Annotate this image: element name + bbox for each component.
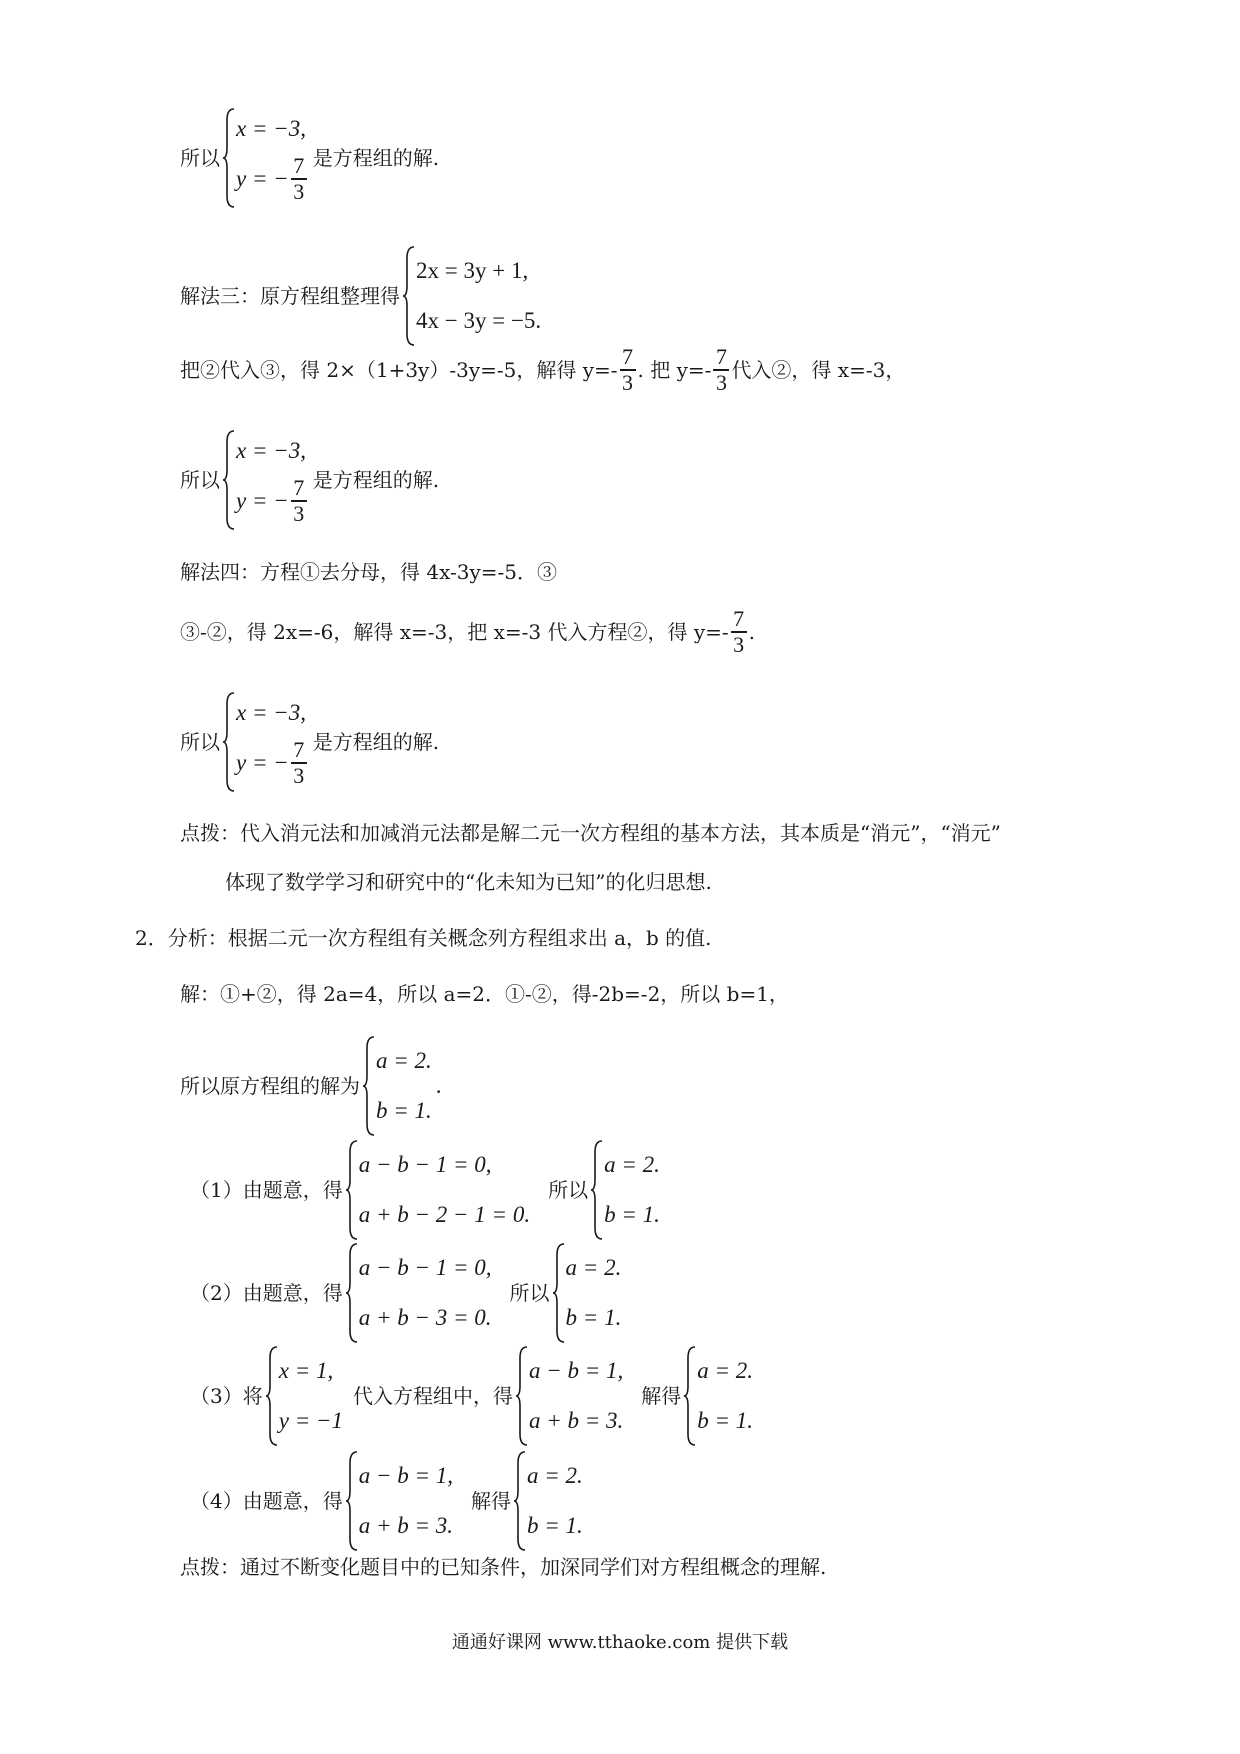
brace-icon xyxy=(345,1243,359,1343)
equation-row: y = − xyxy=(236,750,289,776)
equation-row: x = 1, xyxy=(278,1358,334,1384)
mid-text: 解得 xyxy=(471,1489,512,1513)
equation-system xyxy=(265,1346,343,1446)
equation-row: 2x = 3y + 1, xyxy=(416,258,529,284)
step-text: . xyxy=(748,619,756,644)
equation-row: a − b = 1, xyxy=(358,1463,454,1489)
suffix-text: 是方程组的解. xyxy=(312,730,440,754)
prefix-text: 所以原方程组的解为 xyxy=(180,1074,360,1098)
fraction: $\frac{7}{3}$ xyxy=(620,345,636,395)
equation-row: b = 1. xyxy=(565,1305,622,1331)
equation-system xyxy=(683,1346,753,1446)
equation-row: a + b = 3. xyxy=(528,1408,624,1434)
brace-icon xyxy=(513,1451,527,1551)
original-system-solution xyxy=(180,1036,442,1136)
step-text: 解法四：方程①去分母，得 4x-3y=-5．③ xyxy=(180,560,558,584)
equation-system xyxy=(345,1243,492,1343)
part-4 xyxy=(190,1451,587,1551)
mid-text: 解得 xyxy=(641,1384,682,1408)
prefix-text: 所以 xyxy=(180,468,220,492)
equation-row: b = 1. xyxy=(376,1098,432,1124)
substitution-step xyxy=(180,345,905,395)
elimination-step xyxy=(180,607,755,657)
analysis-text: 2．分析：根据二元一次方程组有关概念列方程组求出 a，b 的值. xyxy=(135,926,712,950)
brace-icon xyxy=(590,1140,604,1240)
hint-paragraph-1 xyxy=(180,821,1001,845)
brace-icon xyxy=(362,1036,376,1136)
solution-conclusion-1 xyxy=(180,108,439,208)
prefix-text: （4）由题意，得 xyxy=(190,1489,343,1513)
equation-row: y = − xyxy=(236,488,289,514)
equation-row: a = 2. xyxy=(376,1048,432,1074)
brace-icon xyxy=(222,430,236,530)
hint-paragraph-2 xyxy=(180,1555,826,1579)
fraction: $\frac{7}{3}$ xyxy=(291,738,307,788)
step-text: . 把 y=- xyxy=(637,357,712,382)
method-three xyxy=(180,246,545,346)
solution-text: 解：①+②，得 2a=4，所以 a=2．①-②，得-2b=-2，所以 b=1， xyxy=(180,982,789,1006)
step-text: 把②代入③，得 2×（1+3y）-3y=-5，解得 y=- xyxy=(180,357,618,382)
equation-row: a = 2. xyxy=(565,1255,622,1281)
equation-row: x = −3, xyxy=(236,700,306,726)
page-footer: 通通好课网 www.tthaoke.com 提供下载 xyxy=(451,1632,789,1653)
equation-row: a = 2. xyxy=(697,1358,754,1384)
equation-row: y = −1 xyxy=(278,1408,343,1434)
equation-row: y = − xyxy=(236,166,289,192)
equation-row: a = 2. xyxy=(604,1152,660,1178)
equation-system xyxy=(590,1140,660,1240)
brace-icon xyxy=(222,108,236,208)
hint-paragraph-1-cont xyxy=(225,870,712,894)
equation-system xyxy=(222,108,309,208)
equation-row: a + b − 2 − 1 = 0. xyxy=(358,1202,531,1228)
step-text: 代入②，得 x=-3， xyxy=(731,357,906,382)
hint-text: 点拨：代入消元法和加减消元法都是解二元一次方程组的基本方法，其本质是“消元”，“消元” xyxy=(180,821,1001,845)
fraction: $\frac{7}{3}$ xyxy=(731,607,747,657)
suffix-text: 是方程组的解. xyxy=(312,468,440,492)
equation-system xyxy=(362,1036,432,1136)
equation-system xyxy=(513,1451,583,1551)
solution-conclusion-2 xyxy=(180,430,439,530)
part-2 xyxy=(190,1243,625,1343)
mid-text: 代入方程组中，得 xyxy=(352,1384,513,1408)
brace-icon xyxy=(683,1346,697,1446)
suffix-text: . xyxy=(435,1073,442,1099)
prefix-text: 所以 xyxy=(180,146,220,170)
question-2-analysis xyxy=(135,926,712,950)
equation-system xyxy=(402,246,541,346)
brace-icon xyxy=(345,1451,359,1551)
hint-text: 体现了数学学习和研究中的“化未知为已知”的化归思想. xyxy=(225,870,712,894)
solution-conclusion-3 xyxy=(180,692,439,792)
part-1 xyxy=(190,1140,664,1240)
method-four xyxy=(180,560,557,584)
prefix-text: 解法三：原方程组整理得 xyxy=(180,284,400,308)
part-3 xyxy=(190,1346,757,1446)
equation-row: a − b = 1, xyxy=(528,1358,624,1384)
hint-text: 点拨：通过不断变化题目中的已知条件，加深同学们对方程组概念的理解. xyxy=(180,1555,827,1579)
brace-icon xyxy=(515,1346,529,1446)
brace-icon xyxy=(402,246,416,346)
equation-row: a − b − 1 = 0, xyxy=(358,1255,492,1281)
step-text: ③-②，得 2x=-6，解得 x=-3，把 x=-3 代入方程②，得 y=- xyxy=(180,619,729,644)
fraction: $\frac{7}{3}$ xyxy=(291,154,307,204)
equation-row: a + b = 3. xyxy=(358,1513,454,1539)
equation-row: x = −3, xyxy=(236,438,306,464)
mid-text: 所以 xyxy=(548,1178,589,1202)
equation-row: 4x − 3y = −5. xyxy=(416,308,542,334)
fraction: $\frac{7}{3}$ xyxy=(713,345,729,395)
prefix-text: （3）将 xyxy=(190,1384,263,1408)
mid-text: 所以 xyxy=(509,1281,550,1305)
brace-icon xyxy=(552,1243,566,1343)
suffix-text: 是方程组的解. xyxy=(312,146,440,170)
brace-icon xyxy=(222,692,236,792)
equation-row: a = 2. xyxy=(527,1463,583,1489)
prefix-text: （2）由题意，得 xyxy=(190,1281,343,1305)
fraction: $\frac{7}{3}$ xyxy=(291,476,307,526)
equation-system xyxy=(515,1346,623,1446)
equation-row: b = 1. xyxy=(527,1513,583,1539)
equation-system xyxy=(345,1451,453,1551)
equation-system xyxy=(222,692,309,792)
equation-system xyxy=(222,430,309,530)
equation-row: b = 1. xyxy=(604,1202,660,1228)
question-2-solution xyxy=(180,982,789,1006)
brace-icon xyxy=(265,1346,279,1446)
equation-row: x = −3, xyxy=(236,116,306,142)
equation-row: a − b − 1 = 0, xyxy=(358,1152,492,1178)
equation-system xyxy=(345,1140,530,1240)
prefix-text: （1）由题意，得 xyxy=(190,1178,343,1202)
equation-row: a + b − 3 = 0. xyxy=(358,1305,492,1331)
equation-row: b = 1. xyxy=(697,1408,754,1434)
equation-system xyxy=(552,1243,622,1343)
prefix-text: 所以 xyxy=(180,730,220,754)
brace-icon xyxy=(345,1140,359,1240)
